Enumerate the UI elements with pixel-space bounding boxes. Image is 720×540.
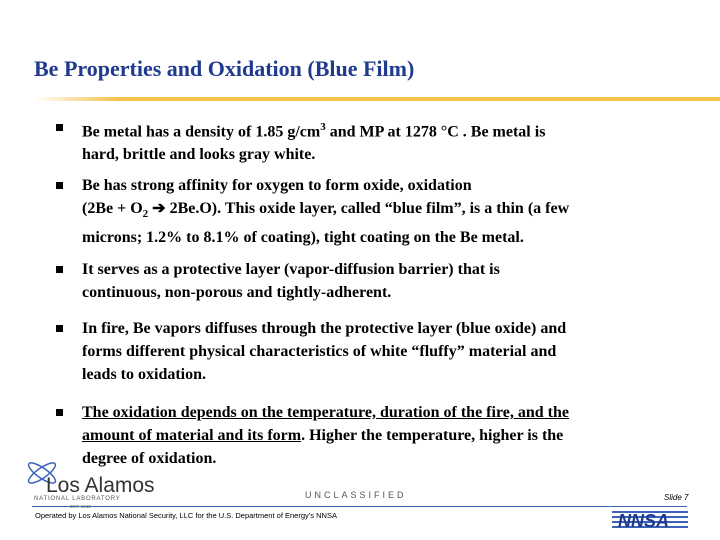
- square-bullet-icon: [56, 124, 63, 131]
- square-bullet-icon: [56, 325, 63, 332]
- square-bullet-icon: [56, 409, 63, 416]
- bullet-line: Be metal has a density of 1.85 g/cm: [82, 123, 321, 141]
- bullet-line: 2Be.O). This oxide layer, called “blue film”, is a thin (a few: [165, 200, 570, 217]
- bullet-line: forms different physical characteristics of white “fluffy” material and: [82, 343, 557, 360]
- bullet-text: [82, 116, 700, 166]
- bullet-line: In fire, Be vapors diffuses through the protective layer (blue oxide) and: [82, 320, 567, 337]
- title-underline: [118, 97, 720, 101]
- arrow-right-icon: ➔: [152, 200, 166, 217]
- footer-divider: [32, 506, 687, 507]
- bullet-line-underlined: amount of material and its form: [82, 427, 302, 444]
- subscript: 2: [142, 208, 149, 221]
- bullet-line: It serves as a protective layer (vapor-diffusion barrier) that is: [82, 261, 500, 278]
- bullet-line: . Higher the temperature, higher is the: [301, 427, 564, 444]
- bullet-line: Be has strong affinity for oxygen to form oxide, oxidation: [82, 177, 472, 194]
- bullet-line: microns; 1.2% to 8.1% of coating), tight coating on the Be metal.: [82, 229, 524, 247]
- bullet-item: [50, 116, 700, 166]
- nnsa-logo: [612, 508, 688, 530]
- logo-subtitle: NATIONAL LABORATORY: [34, 496, 121, 502]
- operated-by-text: Operated by Los Alamos National Security, LLC for the U.S. Department of Energy’s NNSA: [35, 511, 337, 520]
- classification-marking: UNCLASSIFIED: [305, 490, 407, 500]
- slide-title: Be Properties and Oxidation (Blue Film): [34, 56, 415, 81]
- bullet-line: leads to oxidation.: [82, 366, 207, 383]
- bullet-item: [50, 174, 700, 249]
- bullet-line: degree of oxidation.: [82, 450, 217, 467]
- bullet-text: [82, 401, 700, 470]
- square-bullet-icon: [56, 182, 63, 189]
- bullet-text: [82, 258, 700, 304]
- bullet-line: (2Be + O: [82, 200, 143, 217]
- bullet-item: [50, 317, 700, 386]
- title-underline-fade: [34, 97, 118, 101]
- nnsa-wordmark: NNSA: [618, 511, 670, 530]
- bullet-line: and MP at 1278 °C . Be metal is: [325, 123, 546, 141]
- square-bullet-icon: [56, 266, 63, 273]
- bullet-line: hard, brittle and looks gray white.: [82, 146, 316, 164]
- bullet-line-underlined: The oxidation depends on the temperature, duration of the fire, and the: [82, 404, 569, 421]
- bullet-text: [82, 317, 700, 386]
- bullet-text: [82, 174, 700, 249]
- bullet-item: [50, 258, 700, 304]
- superscript: 3: [320, 121, 326, 133]
- slide-number: Slide 7: [664, 493, 689, 502]
- bullet-line: continuous, non-porous and tightly-adherent.: [82, 284, 392, 301]
- logo-name: Los Alamos: [46, 474, 155, 497]
